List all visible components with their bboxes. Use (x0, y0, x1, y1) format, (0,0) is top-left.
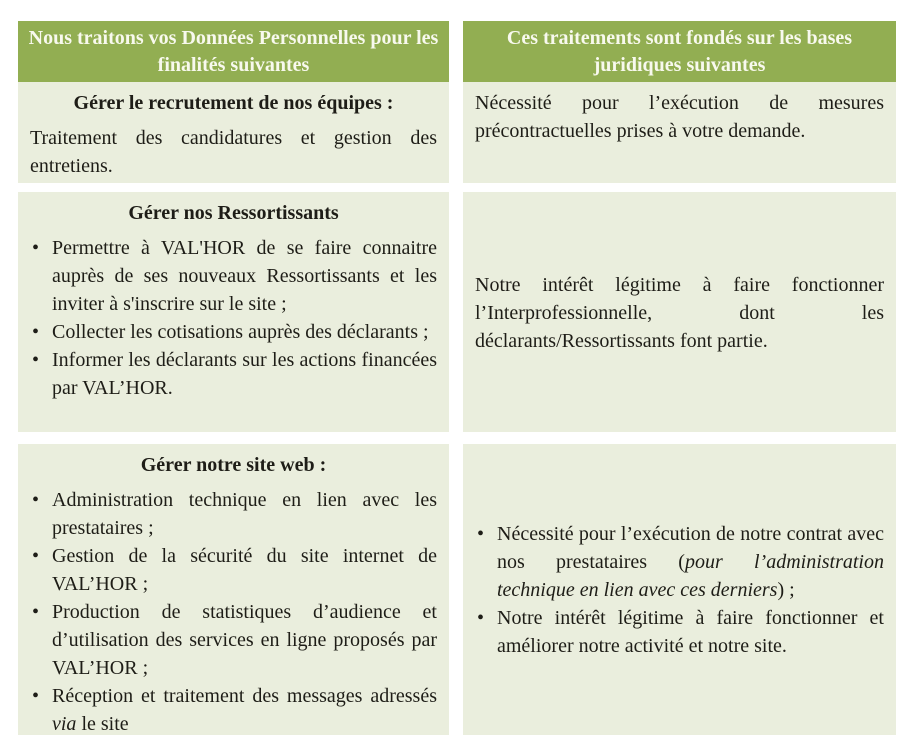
bullet-icon: • (477, 607, 485, 629)
bullet-text: Gestion de la sécurité du site internet de VAL’HOR ; (52, 545, 437, 595)
bullet-icon: • (32, 321, 40, 343)
cell-website-basis (463, 444, 896, 735)
bullet-icon: • (32, 489, 40, 511)
table-row-recruitment (18, 82, 896, 183)
bullet-text: Permettre à VAL'HOR de se faire connaitre auprès de ses nouveaux Ressortissants et les inviter à s'inscrire sur le site ; (52, 237, 437, 315)
bullet-list (30, 234, 437, 402)
col-header-purposes: Nous traitons vos Données Personnelles pour les finalités suivantes (18, 21, 449, 82)
bullet-item (475, 520, 884, 604)
table-header-row (18, 21, 896, 82)
bullet-icon: • (32, 601, 40, 623)
bullet-list (30, 486, 437, 735)
bullet-text-post: le site (76, 713, 129, 735)
bullet-list (475, 520, 884, 660)
cell-recruitment-purpose (18, 82, 449, 183)
bullet-item (30, 234, 437, 318)
bullet-icon: • (32, 685, 40, 707)
bullet-item (30, 486, 437, 542)
bullet-icon: • (32, 237, 40, 259)
bullet-item (30, 542, 437, 598)
cell-ressortissants-basis (463, 192, 896, 432)
cell-heading: Gérer nos Ressortissants (128, 202, 339, 224)
bullet-item (475, 604, 884, 660)
bullet-icon: • (32, 349, 40, 371)
bullet-text-italic: via (52, 713, 77, 735)
bullet-icon: • (32, 545, 40, 567)
bullet-text-italic: pour l’administration technique en lien avec ces derniers (497, 551, 884, 601)
col-header-legal-bases: Ces traitements sont fondés sur les bases juridiques suivantes (463, 21, 896, 82)
bullet-text: Production de statistiques d’audience et d’utilisation des services en ligne proposés par VAL’HOR ; (52, 601, 437, 679)
bullet-text: Administration technique en lien avec les prestataires ; (52, 489, 437, 539)
privacy-processing-table (18, 21, 896, 735)
bullet-text-pre: Réception et traitement des messages adressés (52, 685, 437, 707)
cell-ressortissants-purpose (18, 192, 449, 432)
cell-body: Notre intérêt légitime à faire fonctionner l’Interprofessionnelle, dont les déclarants/Ressortissants font partie. (475, 273, 884, 352)
bullet-icon: • (477, 523, 485, 545)
cell-website-purpose (18, 444, 449, 735)
bullet-item (30, 318, 437, 346)
cell-heading: Gérer notre site web : (140, 454, 327, 476)
bullet-text (497, 520, 884, 604)
bullet-text-pre: Notre intérêt légitime à faire fonctionner et améliorer notre activité et notre site. (497, 607, 884, 657)
bullet-item (30, 682, 437, 735)
table-row-ressortissants (18, 192, 896, 432)
cell-body: Traitement des candidatures et gestion des entretiens. (30, 127, 437, 177)
bullet-text: Informer les déclarants sur les actions financées par VAL’HOR. (52, 349, 437, 399)
cell-body: Nécessité pour l’exécution de mesures précontractuelles prises à votre demande. (475, 92, 884, 142)
bullet-text-pre: Nécessité pour l’exécution de notre contrat avec nos prestataires ( (497, 523, 884, 573)
bullet-text (52, 682, 437, 735)
bullet-text (497, 604, 884, 660)
table-row-website (18, 444, 896, 735)
cell-recruitment-basis (463, 82, 896, 183)
cell-heading: Gérer le recrutement de nos équipes : (73, 92, 394, 114)
bullet-text: Collecter les cotisations auprès des déclarants ; (52, 321, 429, 343)
bullet-item (30, 598, 437, 682)
bullet-text-post: ) ; (777, 579, 795, 601)
bullet-item (30, 346, 437, 402)
